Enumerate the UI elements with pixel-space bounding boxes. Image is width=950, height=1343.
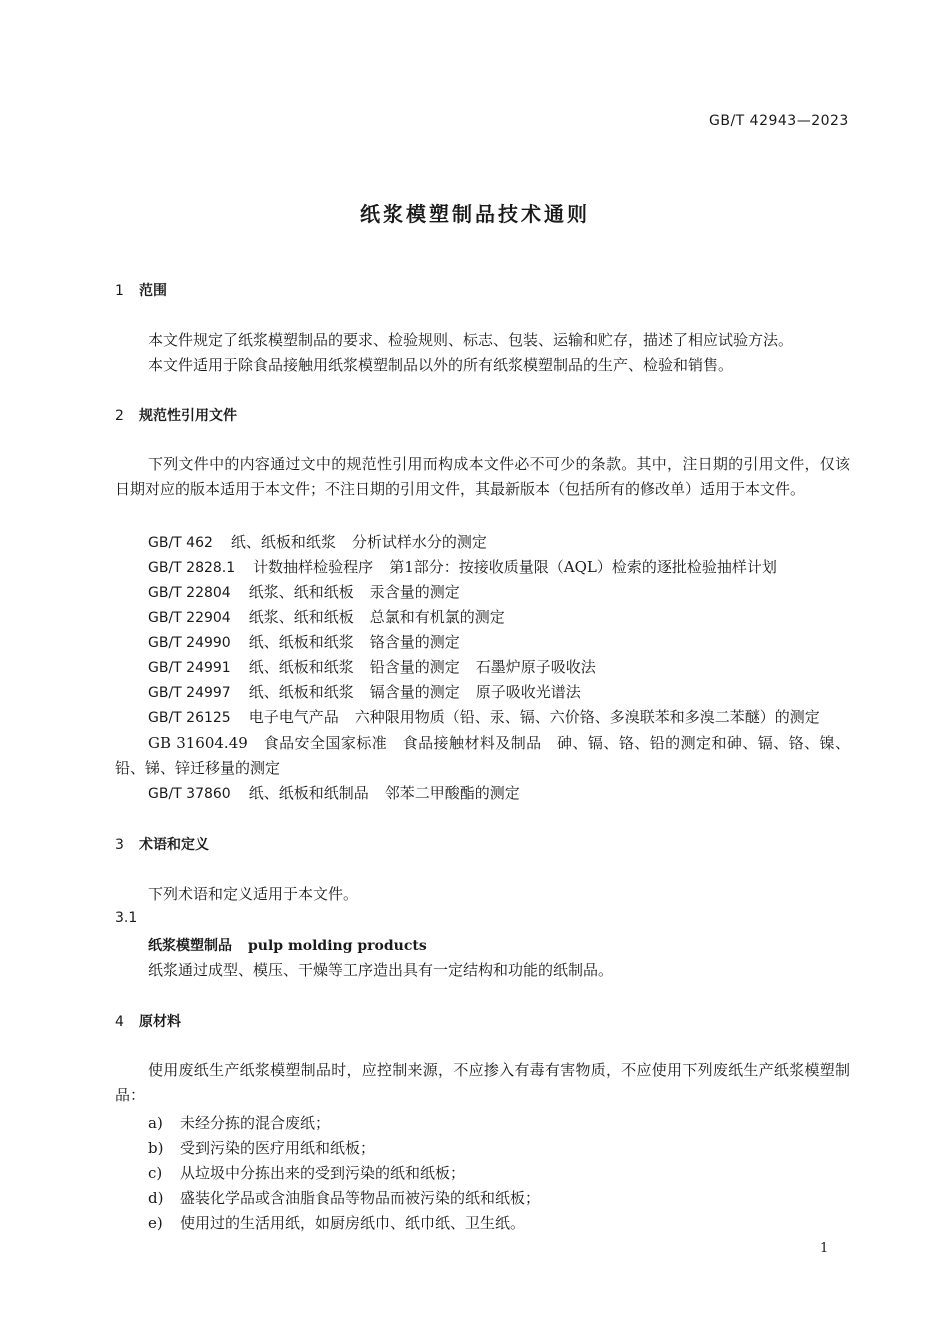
reference-subtitle: 铅含量的测定 — [369, 658, 460, 676]
list-text: 受到污染的医疗用纸和纸板； — [180, 1139, 376, 1157]
list-marker: e) — [148, 1214, 163, 1232]
reference-title: 纸、纸板和纸浆 — [248, 658, 354, 676]
reference-code: GB/T 24997 — [148, 685, 231, 701]
list-marker: d) — [148, 1189, 164, 1207]
list-text: 未经分拣的混合废纸； — [180, 1114, 331, 1132]
reference-title: 纸、纸板和纸浆 — [230, 533, 336, 551]
list-marker: c) — [148, 1164, 163, 1182]
reference-title: 计数抽样检验程序 — [253, 558, 374, 576]
document-title: 纸浆模塑制品技术通则 — [360, 202, 590, 226]
paragraph: 下列术语和定义适用于本文件。 — [148, 885, 359, 903]
section-title: 规范性引用文件 — [139, 408, 237, 424]
reference-code: GB/T 22904 — [148, 610, 231, 626]
term-number: 3.1 — [115, 910, 138, 926]
list-item — [148, 1212, 525, 1233]
reference-subtitle: 六种限用物质（铅、汞、镉、六价铬、多溴联苯和多溴二苯醚）的测定 — [354, 708, 820, 726]
list-text: 从垃圾中分拣出来的受到污染的纸和纸板； — [180, 1164, 466, 1182]
term-definition: 纸浆通过成型、模压、干燥等工序造出具有一定结构和功能的纸制品。 — [148, 961, 614, 979]
section-2-heading — [115, 405, 237, 425]
reference-item — [148, 531, 487, 552]
reference-subtitle: 第1部分：按接收质量限（AQL）检索的逐批检验抽样计划 — [389, 558, 777, 576]
page-number: 1 — [820, 1241, 829, 1256]
section-1-heading — [115, 280, 167, 300]
reference-subtitle: 邻苯二甲酸酯的测定 — [384, 784, 520, 802]
reference-title: 纸浆、纸和纸板 — [248, 608, 354, 626]
list-marker: b) — [148, 1139, 164, 1157]
reference-code: GB/T 462 — [148, 535, 213, 551]
list-marker: a) — [148, 1114, 163, 1132]
section-title: 范围 — [139, 283, 167, 299]
term-chinese: 纸浆模塑制品 — [148, 938, 232, 954]
paragraph: 本文件规定了纸浆模塑制品的要求、检验规则、标志、包装、运输和贮存，描述了相应试验方法。 — [148, 331, 794, 349]
paragraph: 本文件适用于除食品接触用纸浆模塑制品以外的所有纸浆模塑制品的生产、检验和销售。 — [148, 356, 734, 374]
section-number: 1 — [115, 283, 124, 299]
reference-code: GB/T 24991 — [148, 660, 231, 676]
reference-method: 石墨炉原子吸收法 — [475, 658, 596, 676]
reference-code: GB/T 24990 — [148, 635, 231, 651]
reference-item — [148, 631, 460, 652]
reference-code: GB/T 26125 — [148, 710, 231, 726]
reference-item — [148, 606, 505, 627]
section-3-heading — [115, 834, 209, 854]
section-number: 2 — [115, 408, 124, 424]
list-item — [148, 1137, 375, 1158]
list-item — [148, 1187, 540, 1208]
section-title: 术语和定义 — [139, 837, 209, 853]
list-item — [148, 1112, 330, 1133]
reference-title: 电子电气产品 — [248, 708, 339, 726]
reference-item — [148, 706, 820, 727]
reference-title: 纸、纸板和纸制品 — [248, 784, 369, 802]
reference-subtitle: 镉含量的测定 — [369, 683, 460, 701]
section-title: 原材料 — [139, 1014, 181, 1030]
reference-subtitle: 总氯和有机氯的测定 — [369, 608, 505, 626]
section-number: 3 — [115, 837, 124, 853]
list-item — [148, 1162, 465, 1183]
term-english: pulp molding products — [248, 938, 427, 954]
standard-code: GB/T 42943—2023 — [709, 113, 849, 129]
section-4-heading — [115, 1011, 181, 1031]
reference-item — [148, 681, 581, 702]
paragraph: 下列文件中的内容通过文中的规范性引用而构成本文件必不可少的条款。其中，注日期的引用文件，仅该日期对应的版本适用于本文件；不注日期的引用文件，其最新版本（包括所有的修改单）适用于本文件。 — [115, 455, 850, 498]
reference-item — [148, 581, 460, 602]
list-text: 使用过的生活用纸，如厨房纸巾、纸巾纸、卫生纸。 — [180, 1214, 526, 1232]
reference-method: 原子吸收光谱法 — [475, 683, 581, 701]
list-text: 盛装化学品或含油脂食品等物品而被污染的纸和纸板； — [180, 1189, 541, 1207]
reference-item — [148, 556, 777, 577]
reference-subtitle: 汞含量的测定 — [369, 583, 460, 601]
reference-item — [148, 656, 596, 677]
term-entry — [148, 935, 427, 955]
reference-code: GB/T 2828.1 — [148, 560, 236, 576]
reference-title: 纸、纸板和纸浆 — [248, 683, 354, 701]
reference-title: 纸、纸板和纸浆 — [248, 633, 354, 651]
reference-item — [148, 782, 520, 803]
reference-code: GB/T 37860 — [148, 786, 231, 802]
paragraph: 使用废纸生产纸浆模塑制品时，应控制来源，不应掺入有毒有害物质，不应使用下列废纸生产纸浆模塑制品： — [115, 1061, 850, 1104]
reference-title: 纸浆、纸和纸板 — [248, 583, 354, 601]
reference-subtitle: 铬含量的测定 — [369, 633, 460, 651]
section-number: 4 — [115, 1014, 124, 1030]
reference-subtitle: 分析试样水分的测定 — [351, 533, 487, 551]
reference-code: GB/T 22804 — [148, 585, 231, 601]
reference-item-long: GB 31604.49 食品安全国家标准 食品接触材料及制品 砷、镉、铬、铅的测定和砷、镉、铬、镍、铅、锑、锌迁移量的测定 — [115, 734, 850, 777]
